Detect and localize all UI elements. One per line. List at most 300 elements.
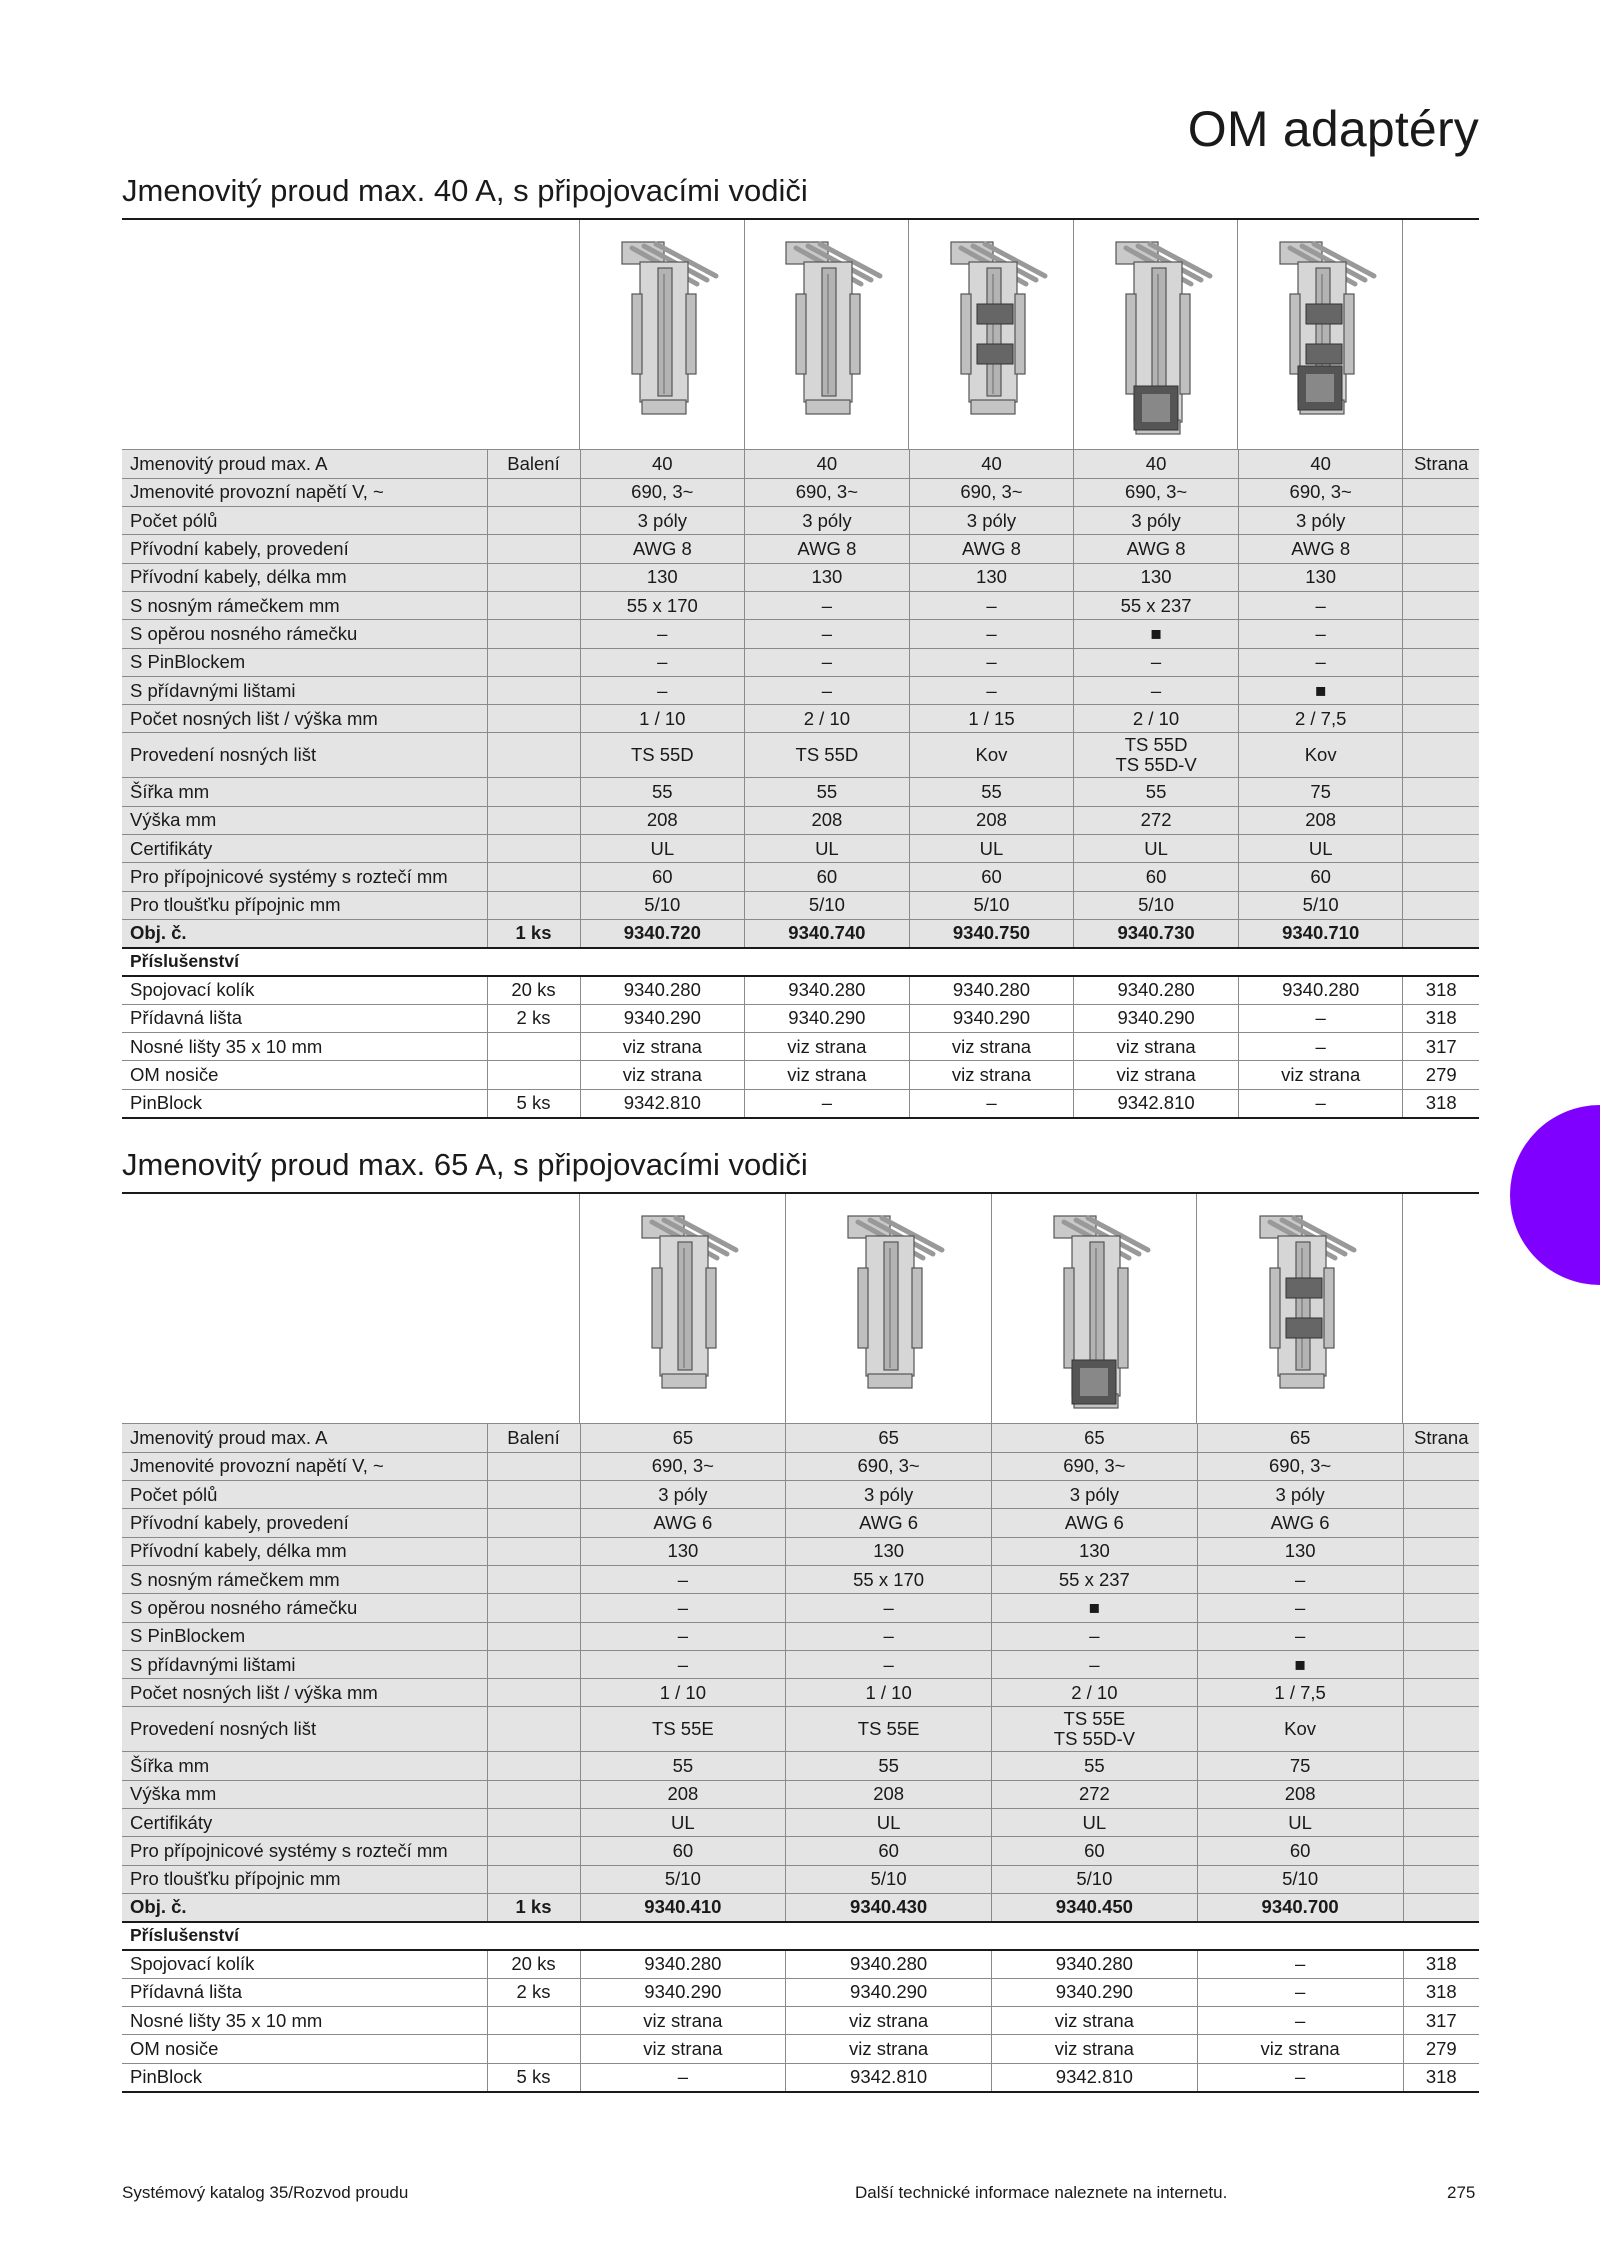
value-cell: – <box>909 1089 1074 1117</box>
pack-unit: 2 ks <box>487 1004 580 1032</box>
spec-row <box>122 648 1479 676</box>
value-cell: – <box>745 591 910 619</box>
value-cell: 9340.290 <box>992 1978 1198 2006</box>
spec-row <box>122 835 1479 863</box>
value-cell: TS 55D <box>745 733 910 778</box>
value-cell: 130 <box>786 1537 992 1565</box>
pack-unit <box>487 1650 580 1678</box>
page-ref <box>1403 778 1479 806</box>
page-ref <box>1403 1707 1479 1752</box>
page-ref <box>1403 535 1479 563</box>
row-label: Pro přípojnicové systémy s roztečí mm <box>122 863 487 891</box>
pack-unit <box>487 1537 580 1565</box>
value-cell: 55 x 237 <box>992 1565 1198 1593</box>
value-cell: – <box>1074 648 1239 676</box>
value-cell: 5/10 <box>1074 891 1239 919</box>
row-label: S přídavnými lištami <box>122 676 487 704</box>
value-cell: Kov <box>909 733 1074 778</box>
value-cell: UL <box>580 835 745 863</box>
pack-unit: 1 ks <box>487 1893 580 1921</box>
value-cell: 690, 3~ <box>580 478 745 506</box>
page-ref: 318 <box>1403 1004 1479 1032</box>
value-cell: 55 <box>786 1752 992 1780</box>
value-cell: ■ <box>1197 1650 1403 1678</box>
spec-row <box>122 1424 1479 1452</box>
value-cell: 9340.700 <box>1197 1893 1403 1921</box>
spec-row <box>122 806 1479 834</box>
value-cell: 3 póly <box>1238 507 1403 535</box>
value-cell: 130 <box>580 563 745 591</box>
value-cell: viz strana <box>580 2035 786 2063</box>
row-label: Provedení nosných lišt <box>122 1707 487 1752</box>
product-image <box>1074 220 1239 449</box>
row-label: Šířka mm <box>122 778 487 806</box>
spec-row <box>122 1865 1479 1893</box>
pack-unit: 20 ks <box>487 976 580 1004</box>
row-label: Přívodní kabely, provedení <box>122 535 487 563</box>
value-cell: – <box>580 1650 786 1678</box>
image-row-label-cell <box>122 1194 580 1423</box>
value-cell: – <box>1197 1950 1403 1978</box>
pack-unit <box>487 891 580 919</box>
value-cell: AWG 8 <box>1074 535 1239 563</box>
pack-unit: 5 ks <box>487 2063 580 2091</box>
accessory-row <box>122 2007 1479 2035</box>
value-cell: Kov <box>1197 1707 1403 1752</box>
image-row-side-cell <box>1403 220 1479 449</box>
value-cell: 9340.720 <box>580 919 745 947</box>
value-cell: 130 <box>745 563 910 591</box>
pack-unit <box>487 591 580 619</box>
value-cell: AWG 6 <box>1197 1509 1403 1537</box>
page-ref <box>1403 1622 1479 1650</box>
value-cell: 60 <box>992 1837 1198 1865</box>
spec-row <box>122 1565 1479 1593</box>
row-label: Jmenovité provozní napětí V, ~ <box>122 1452 487 1480</box>
value-cell: – <box>580 620 745 648</box>
value-cell: 3 póly <box>580 1481 786 1509</box>
pack-unit <box>487 778 580 806</box>
row-label: Přívodní kabely, délka mm <box>122 1537 487 1565</box>
value-cell: 55 <box>580 1752 786 1780</box>
value-cell: 3 póly <box>786 1481 992 1509</box>
spec-row <box>122 1707 1479 1752</box>
spec-row <box>122 535 1479 563</box>
page-ref <box>1403 705 1479 733</box>
value-cell: – <box>1197 1622 1403 1650</box>
value-cell: – <box>745 1089 910 1117</box>
spec-row <box>122 450 1479 478</box>
value-cell: – <box>580 648 745 676</box>
pack-unit <box>487 1809 580 1837</box>
spec-row <box>122 1537 1479 1565</box>
row-label: S přídavnými lištami <box>122 1650 487 1678</box>
value-cell: 60 <box>580 863 745 891</box>
value-cell: 9340.280 <box>1074 976 1239 1004</box>
row-label: Jmenovité provozní napětí V, ~ <box>122 478 487 506</box>
value-cell: 55 x 170 <box>580 591 745 619</box>
row-label: Jmenovitý proud max. A <box>122 450 487 478</box>
accessory-row <box>122 976 1479 1004</box>
pack-unit <box>487 1033 580 1061</box>
spec-row <box>122 1452 1479 1480</box>
value-cell: 208 <box>1197 1780 1403 1808</box>
product-image <box>992 1194 1198 1423</box>
value-cell: 9340.290 <box>1074 1004 1239 1032</box>
page-ref <box>1403 648 1479 676</box>
value-cell: viz strana <box>580 2007 786 2035</box>
row-label: S PinBlockem <box>122 648 487 676</box>
pack-unit: 1 ks <box>487 919 580 947</box>
value-cell: 208 <box>1238 806 1403 834</box>
page-ref: 317 <box>1403 2007 1479 2035</box>
value-cell: – <box>580 1622 786 1650</box>
spec-row <box>122 1481 1479 1509</box>
pack-unit <box>487 1452 580 1480</box>
value-cell: 690, 3~ <box>992 1452 1198 1480</box>
value-cell: 3 póly <box>745 507 910 535</box>
pack-unit <box>487 1780 580 1808</box>
row-label: Spojovací kolík <box>122 1950 487 1978</box>
accessory-row <box>122 1004 1479 1032</box>
value-cell: 690, 3~ <box>1074 478 1239 506</box>
value-cell: 55 <box>1074 778 1239 806</box>
spec-row <box>122 1509 1479 1537</box>
value-cell: – <box>1197 1978 1403 2006</box>
row-label: Provedení nosných lišt <box>122 733 487 778</box>
value-cell: AWG 8 <box>1238 535 1403 563</box>
value-cell: 130 <box>992 1537 1198 1565</box>
page-ref <box>1403 891 1479 919</box>
accessories-heading-row <box>122 1922 1479 1950</box>
section-title: Jmenovitý proud max. 40 A, s připojovacími vodiči <box>122 170 1479 220</box>
spec-row <box>122 778 1479 806</box>
value-cell: UL <box>909 835 1074 863</box>
value-cell: – <box>992 1650 1198 1678</box>
row-label: Pro přípojnicové systémy s roztečí mm <box>122 1837 487 1865</box>
spec-row <box>122 891 1479 919</box>
pack-unit <box>487 1509 580 1537</box>
pack-unit <box>487 1865 580 1893</box>
page-title: OM adaptéry <box>1187 101 1479 157</box>
pack-unit <box>487 835 580 863</box>
spec-row <box>122 507 1479 535</box>
value-cell: 208 <box>580 806 745 834</box>
value-cell: 40 <box>745 450 910 478</box>
spec-row <box>122 733 1479 778</box>
row-label: Počet nosných lišt / výška mm <box>122 705 487 733</box>
value-cell: 1 / 15 <box>909 705 1074 733</box>
value-cell: – <box>909 676 1074 704</box>
page-ref <box>1403 1893 1479 1921</box>
row-label: Výška mm <box>122 1780 487 1808</box>
row-label: OM nosiče <box>122 2035 487 2063</box>
page-ref <box>1403 676 1479 704</box>
value-cell: 9342.810 <box>1074 1089 1239 1117</box>
value-cell: – <box>745 648 910 676</box>
value-cell: 55 <box>909 778 1074 806</box>
value-cell: 60 <box>1197 1837 1403 1865</box>
value-cell: – <box>1197 2063 1403 2091</box>
value-cell: AWG 6 <box>786 1509 992 1537</box>
value-cell: viz strana <box>1197 2035 1403 2063</box>
value-cell: viz strana <box>992 2035 1198 2063</box>
row-label: Spojovací kolík <box>122 976 487 1004</box>
value-cell: 60 <box>580 1837 786 1865</box>
value-cell: 9340.730 <box>1074 919 1239 947</box>
value-cell: ■ <box>1238 676 1403 704</box>
page-ref: 279 <box>1403 1061 1479 1089</box>
page-number: 275 <box>1447 2183 1476 2202</box>
product-images-row <box>122 220 1479 450</box>
row-label: Nosné lišty 35 x 10 mm <box>122 1033 487 1061</box>
page-ref <box>1403 733 1479 778</box>
row-label: Počet pólů <box>122 1481 487 1509</box>
page-ref <box>1403 478 1479 506</box>
pack-unit <box>487 806 580 834</box>
value-cell: viz strana <box>909 1033 1074 1061</box>
row-label: Přívodní kabely, délka mm <box>122 563 487 591</box>
spec-row <box>122 1622 1479 1650</box>
value-cell: 9340.290 <box>909 1004 1074 1032</box>
value-cell: – <box>909 591 1074 619</box>
value-cell: UL <box>1238 835 1403 863</box>
value-cell: 9340.710 <box>1238 919 1403 947</box>
product-image <box>1238 220 1403 449</box>
spec-row <box>122 1837 1479 1865</box>
spec-row <box>122 1809 1479 1837</box>
page-ref: 317 <box>1403 1033 1479 1061</box>
value-cell: TS 55E TS 55D-V <box>992 1707 1198 1752</box>
page-ref: 318 <box>1403 1978 1479 2006</box>
pack-unit <box>487 1707 580 1752</box>
value-cell: 272 <box>992 1780 1198 1808</box>
value-cell: viz strana <box>786 2035 992 2063</box>
value-cell: viz strana <box>745 1033 910 1061</box>
page-ref: Strana <box>1403 450 1479 478</box>
spec-row <box>122 1679 1479 1707</box>
row-label: Nosné lišty 35 x 10 mm <box>122 2007 487 2035</box>
pack-unit: Balení <box>487 450 580 478</box>
value-cell: 5/10 <box>1197 1865 1403 1893</box>
pack-unit <box>487 2007 580 2035</box>
row-label: OM nosiče <box>122 1061 487 1089</box>
row-label: Počet nosných lišt / výška mm <box>122 1679 487 1707</box>
value-cell: 60 <box>786 1837 992 1865</box>
value-cell: 2 / 10 <box>992 1679 1198 1707</box>
value-cell: viz strana <box>1074 1061 1239 1089</box>
value-cell: 9340.280 <box>745 976 910 1004</box>
row-label: S opěrou nosného rámečku <box>122 1594 487 1622</box>
value-cell: – <box>909 620 1074 648</box>
value-cell: 130 <box>1197 1537 1403 1565</box>
page-ref: 318 <box>1403 2063 1479 2091</box>
value-cell: 9340.280 <box>580 1950 786 1978</box>
value-cell: ■ <box>1074 620 1239 648</box>
page-ref <box>1403 806 1479 834</box>
page-ref <box>1403 1679 1479 1707</box>
value-cell: 690, 3~ <box>745 478 910 506</box>
pack-unit <box>487 1061 580 1089</box>
pack-unit <box>487 733 580 778</box>
value-cell: 3 póly <box>909 507 1074 535</box>
accessory-row <box>122 1061 1479 1089</box>
value-cell: 130 <box>1074 563 1239 591</box>
value-cell: viz strana <box>580 1033 745 1061</box>
page-ref <box>1403 1537 1479 1565</box>
value-cell: AWG 8 <box>909 535 1074 563</box>
value-cell: – <box>1197 1594 1403 1622</box>
section-40a <box>122 170 1479 1119</box>
pack-unit <box>487 535 580 563</box>
value-cell: – <box>786 1594 992 1622</box>
product-image <box>580 1194 786 1423</box>
value-cell: 5/10 <box>1238 891 1403 919</box>
value-cell: 208 <box>909 806 1074 834</box>
spec-row <box>122 705 1479 733</box>
value-cell: 60 <box>909 863 1074 891</box>
page-ref <box>1403 1650 1479 1678</box>
value-cell: 9340.280 <box>909 976 1074 1004</box>
value-cell: – <box>1074 676 1239 704</box>
value-cell: – <box>580 2063 786 2091</box>
value-cell: – <box>745 676 910 704</box>
value-cell: 5/10 <box>786 1865 992 1893</box>
accessory-row <box>122 1033 1479 1061</box>
value-cell: 5/10 <box>745 891 910 919</box>
spec-row <box>122 676 1479 704</box>
value-cell: 1 / 7,5 <box>1197 1679 1403 1707</box>
page-ref <box>1403 1809 1479 1837</box>
value-cell: 272 <box>1074 806 1239 834</box>
row-label: Šířka mm <box>122 1752 487 1780</box>
value-cell: AWG 6 <box>992 1509 1198 1537</box>
value-cell: ■ <box>992 1594 1198 1622</box>
value-cell: – <box>1238 620 1403 648</box>
accessories-heading: Příslušenství <box>122 948 1479 976</box>
value-cell: 9340.290 <box>786 1978 992 2006</box>
value-cell: 690, 3~ <box>1238 478 1403 506</box>
value-cell: 65 <box>992 1424 1198 1452</box>
value-cell: 9340.280 <box>992 1950 1198 1978</box>
spec-row <box>122 1752 1479 1780</box>
value-cell: 2 / 10 <box>745 705 910 733</box>
pack-unit <box>487 1481 580 1509</box>
spec-row <box>122 1780 1479 1808</box>
value-cell: 9340.290 <box>580 1004 745 1032</box>
value-cell: 40 <box>1074 450 1239 478</box>
value-cell: 9340.280 <box>580 976 745 1004</box>
value-cell: 65 <box>580 1424 786 1452</box>
row-label: Certifikáty <box>122 835 487 863</box>
value-cell: viz strana <box>909 1061 1074 1089</box>
spec-row <box>122 478 1479 506</box>
value-cell: 2 / 10 <box>1074 705 1239 733</box>
spec-table <box>122 1424 1479 2093</box>
value-cell: 60 <box>1238 863 1403 891</box>
value-cell: 60 <box>745 863 910 891</box>
section-title: Jmenovitý proud max. 65 A, s připojovacími vodiči <box>122 1144 1479 1194</box>
value-cell: 55 <box>745 778 910 806</box>
value-cell: 60 <box>1074 863 1239 891</box>
value-cell: 9340.290 <box>580 1978 786 2006</box>
spec-row <box>122 1650 1479 1678</box>
value-cell: 40 <box>1238 450 1403 478</box>
value-cell: – <box>1238 1004 1403 1032</box>
pack-unit <box>487 648 580 676</box>
row-label: S PinBlockem <box>122 1622 487 1650</box>
value-cell: 5/10 <box>909 891 1074 919</box>
footer-catalog-name: Systémový katalog 35/Rozvod proudu <box>122 2183 409 2202</box>
image-row-side-cell <box>1403 1194 1479 1423</box>
value-cell: UL <box>745 835 910 863</box>
spec-row <box>122 563 1479 591</box>
value-cell: 9340.290 <box>745 1004 910 1032</box>
page-ref <box>1403 591 1479 619</box>
page-ref <box>1403 1752 1479 1780</box>
value-cell: – <box>1197 2007 1403 2035</box>
value-cell: 65 <box>786 1424 992 1452</box>
section-65a <box>122 1144 1479 2093</box>
page-ref: Strana <box>1403 1424 1479 1452</box>
value-cell: AWG 8 <box>745 535 910 563</box>
row-label: PinBlock <box>122 1089 487 1117</box>
pack-unit <box>487 676 580 704</box>
value-cell: 5/10 <box>580 891 745 919</box>
row-label: S opěrou nosného rámečku <box>122 620 487 648</box>
page-ref <box>1403 1837 1479 1865</box>
value-cell: 55 x 170 <box>786 1565 992 1593</box>
value-cell: – <box>786 1622 992 1650</box>
spec-row <box>122 919 1479 947</box>
product-image <box>580 220 745 449</box>
value-cell: AWG 6 <box>580 1509 786 1537</box>
accessories-heading-row <box>122 948 1479 976</box>
product-image <box>1197 1194 1403 1423</box>
product-image <box>745 220 910 449</box>
value-cell: 5/10 <box>580 1865 786 1893</box>
value-cell: – <box>580 1565 786 1593</box>
value-cell: TS 55D TS 55D-V <box>1074 733 1239 778</box>
row-label: Obj. č. <box>122 919 487 947</box>
row-label: Jmenovitý proud max. A <box>122 1424 487 1452</box>
value-cell: UL <box>992 1809 1198 1837</box>
value-cell: TS 55E <box>580 1707 786 1752</box>
row-label: S nosným rámečkem mm <box>122 591 487 619</box>
value-cell: viz strana <box>745 1061 910 1089</box>
spec-row <box>122 863 1479 891</box>
spec-table <box>122 450 1479 1119</box>
row-label: Pro tloušťku přípojnic mm <box>122 891 487 919</box>
page-ref <box>1403 1565 1479 1593</box>
value-cell: UL <box>786 1809 992 1837</box>
value-cell: TS 55D <box>580 733 745 778</box>
value-cell: 40 <box>909 450 1074 478</box>
page-ref <box>1403 1865 1479 1893</box>
pack-unit <box>487 2035 580 2063</box>
image-row-label-cell <box>122 220 580 449</box>
value-cell: 9340.280 <box>786 1950 992 1978</box>
value-cell: 130 <box>580 1537 786 1565</box>
value-cell: 40 <box>580 450 745 478</box>
row-label: S nosným rámečkem mm <box>122 1565 487 1593</box>
value-cell: 208 <box>580 1780 786 1808</box>
page-ref <box>1403 863 1479 891</box>
value-cell: 690, 3~ <box>786 1452 992 1480</box>
value-cell: 9340.740 <box>745 919 910 947</box>
value-cell: – <box>580 676 745 704</box>
value-cell: 3 póly <box>1197 1481 1403 1509</box>
